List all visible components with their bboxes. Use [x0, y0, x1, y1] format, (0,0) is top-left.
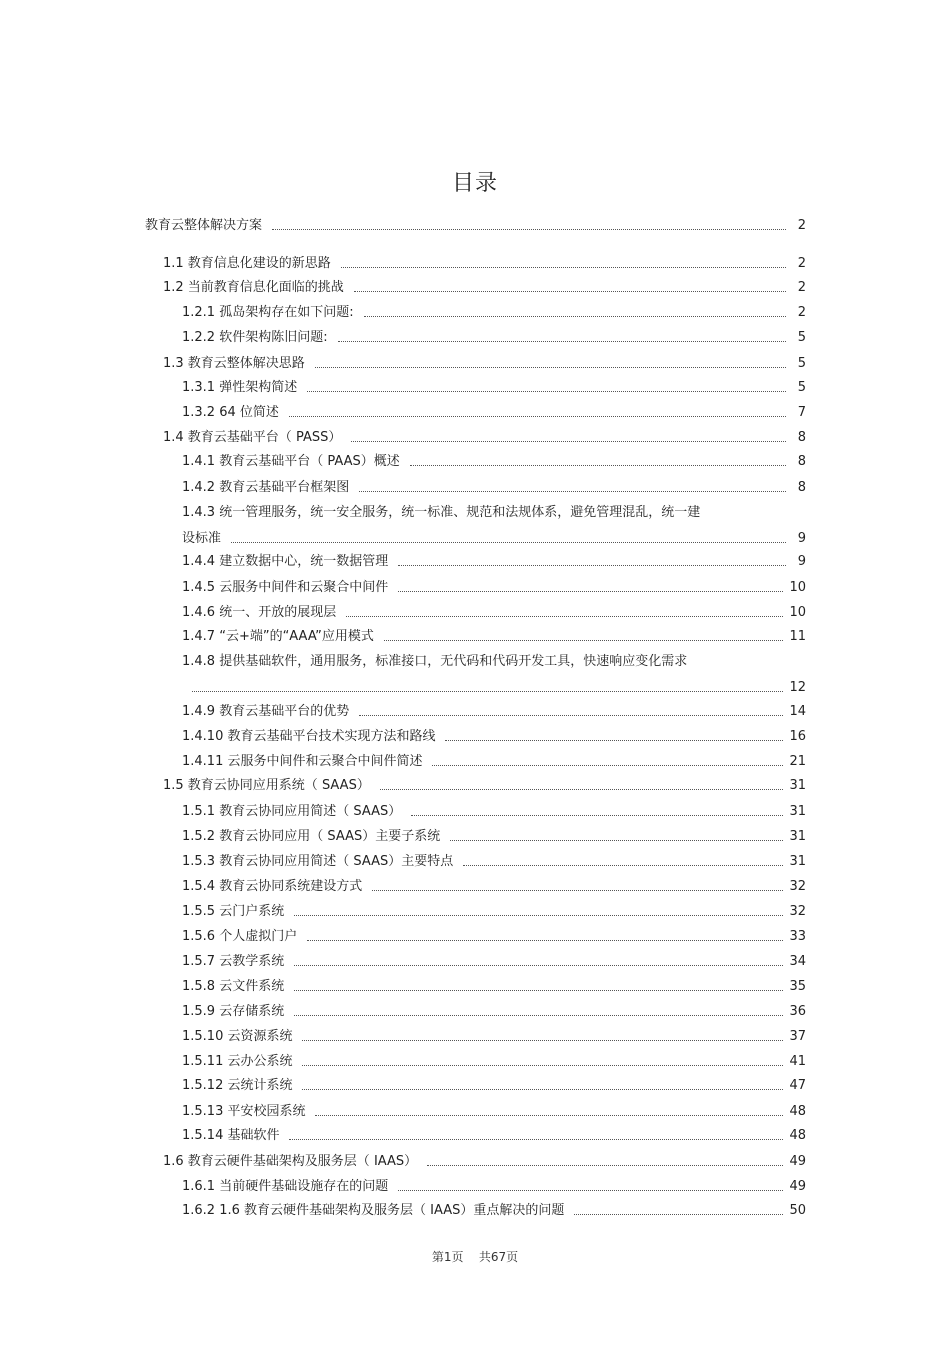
toc-leader-dots — [354, 290, 786, 292]
toc-entry-page: 36 — [789, 1004, 806, 1019]
toc-entry-page: 33 — [789, 929, 806, 944]
toc-entry-page: 31 — [789, 854, 806, 869]
toc-leader-dots — [192, 690, 783, 692]
toc-entry-label: 1.5.2 教育云协同应用（ SAAS）主要子系统 — [182, 829, 441, 844]
page-footer — [0, 1248, 950, 1265]
toc-leader-dots — [384, 639, 784, 641]
toc-entry-label: 1.2 当前教育信息化面临的挑战 — [163, 280, 344, 295]
toc-entry-page: 32 — [789, 879, 806, 894]
toc-leader-dots — [231, 541, 786, 543]
toc-entry-label: 1.4.8 提供基础软件，通用服务，标准接口，无代码和代码开发工具，快速响应变化需求 — [182, 654, 688, 669]
toc-entry-label: 1.5 教育云协同应用系统（ SAAS） — [163, 778, 370, 793]
toc-entry-label: 1.2.1 孤岛架构存在如下问题: — [182, 305, 354, 320]
toc-entry-label: 1.4.9 教育云基础平台的优势 — [182, 704, 350, 719]
toc-entry-label: 1.4.7 “云+端”的“AAA”应用模式 — [182, 629, 374, 644]
toc-entry-label: 1.5.11 云办公系统 — [182, 1054, 293, 1069]
toc-entry-wrapped[interactable] — [182, 505, 806, 547]
toc-entry[interactable] — [182, 405, 806, 421]
toc-leader-dots — [294, 989, 783, 991]
toc-entry-page: 2 — [797, 305, 806, 320]
toc-entry-label: 1.5.3 教育云协同应用简述（ SAAS）主要特点 — [182, 854, 454, 869]
toc-leader-dots — [341, 266, 786, 268]
toc-entry[interactable] — [182, 829, 806, 845]
toc-entry-page: 49 — [789, 1154, 806, 1169]
toc-entry-label: 1.4.5 云服务中间件和云聚合中间件 — [182, 580, 389, 595]
toc-entry-label: 1.6 教育云硬件基础架构及服务层（ IAAS） — [163, 1154, 418, 1169]
toc-entry-label: 1.4.10 教育云基础平台技术实现方法和路线 — [182, 729, 436, 744]
toc-entry-page: 8 — [797, 454, 806, 469]
toc-leader-dots — [302, 1088, 783, 1090]
toc-entry[interactable] — [182, 480, 806, 496]
toc-entry-label: 1.5.7 云教学系统 — [182, 954, 285, 969]
toc-entry[interactable] — [182, 305, 806, 321]
toc-entry[interactable] — [182, 1104, 806, 1120]
toc-entry-page: 21 — [789, 754, 806, 769]
toc-leader-dots — [346, 615, 783, 617]
toc-entry-page: 10 — [789, 605, 806, 620]
toc-entry-label: 1.5.12 云统计系统 — [182, 1078, 293, 1093]
toc-entry[interactable] — [182, 979, 806, 995]
footer-total-pages: 共67页 — [478, 1250, 519, 1264]
toc-leader-dots — [398, 1189, 783, 1191]
toc-entry[interactable] — [182, 729, 806, 745]
toc-entry-page: 9 — [797, 531, 806, 546]
toc-entry-page: 10 — [789, 580, 806, 595]
toc-entry-label: 1.6.1 当前硬件基础设施存在的问题 — [182, 1179, 389, 1194]
toc-entry[interactable] — [182, 330, 806, 346]
toc-entry-page: 11 — [789, 629, 806, 644]
toc-entry-page: 31 — [789, 829, 806, 844]
toc-entry-page: 9 — [797, 554, 806, 569]
toc-entry[interactable] — [182, 380, 806, 396]
toc-entry-label-continued: 设标准 — [182, 531, 222, 546]
toc-entry[interactable] — [163, 256, 806, 272]
toc-entry[interactable] — [145, 218, 806, 234]
toc-entry-page: 7 — [797, 405, 806, 420]
toc-entry-label: 1.2.2 软件架构陈旧问题: — [182, 330, 328, 345]
toc-entry-label: 1.5.6 个人虚拟门户 — [182, 929, 298, 944]
toc-entry[interactable] — [182, 954, 806, 970]
toc-entry[interactable] — [182, 904, 806, 920]
toc-entry-label: 1.1 教育信息化建设的新思路 — [163, 256, 331, 271]
toc-entry-label: 1.4.11 云服务中间件和云聚合中间件简述 — [182, 754, 423, 769]
toc-leader-dots — [410, 464, 786, 466]
toc-entry[interactable] — [182, 1054, 806, 1070]
toc-entry-page: 31 — [789, 778, 806, 793]
toc-entry[interactable] — [163, 1154, 806, 1170]
toc-entry-page: 48 — [789, 1104, 806, 1119]
toc-entry[interactable] — [182, 754, 806, 770]
toc-leader-dots — [302, 1039, 783, 1041]
toc-entry-page: 41 — [789, 1054, 806, 1069]
toc-entry-label: 1.4.6 统一、开放的展现层 — [182, 605, 337, 620]
toc-entry[interactable] — [182, 554, 806, 570]
toc-leader-dots — [432, 764, 783, 766]
toc-entry[interactable] — [182, 929, 806, 945]
toc-leader-dots — [359, 714, 783, 716]
toc-entry-page: 5 — [797, 380, 806, 395]
toc-entry-label: 1.3.1 弹性架构简述 — [182, 380, 298, 395]
toc-entry[interactable] — [182, 454, 806, 470]
toc-leader-dots — [272, 228, 786, 230]
toc-entry-label: 1.5.4 教育云协同系统建设方式 — [182, 879, 363, 894]
toc-entry-page: 5 — [797, 356, 806, 371]
toc-entry-page: 16 — [789, 729, 806, 744]
toc-leader-dots — [289, 1138, 783, 1140]
toc-entry-label: 1.5.13 平安校园系统 — [182, 1104, 306, 1119]
toc-entry[interactable] — [182, 879, 806, 895]
toc-entry-page: 35 — [789, 979, 806, 994]
toc-leader-dots — [450, 839, 783, 841]
toc-leader-dots — [463, 864, 783, 866]
toc-entry[interactable] — [163, 430, 806, 446]
toc-entry-page: 14 — [789, 704, 806, 719]
toc-entry-page: 47 — [789, 1078, 806, 1093]
toc-leader-dots — [302, 1064, 783, 1066]
toc-leader-dots — [372, 889, 783, 891]
toc-leader-dots — [315, 1114, 783, 1116]
toc-leader-dots — [445, 739, 783, 741]
toc-entry-label: 1.5.5 云门户系统 — [182, 904, 285, 919]
toc-leader-dots — [427, 1164, 783, 1166]
toc-entry-page: 2 — [797, 218, 806, 233]
toc-leader-dots — [398, 564, 786, 566]
toc-entry-page: 8 — [797, 480, 806, 495]
toc-entry-page: 32 — [789, 904, 806, 919]
toc-leader-dots — [338, 340, 786, 342]
toc-leader-dots — [411, 814, 783, 816]
toc-entry-label: 1.3.2 64 位简述 — [182, 405, 279, 420]
footer-page-number: 第1页 — [431, 1250, 464, 1264]
toc-entry[interactable] — [182, 804, 806, 820]
toc-leader-dots — [315, 366, 786, 368]
toc-entry[interactable] — [182, 1203, 806, 1219]
toc-leader-dots — [359, 490, 786, 492]
toc-entry[interactable] — [163, 356, 806, 372]
toc-entry-label: 1.3 教育云整体解决思路 — [163, 356, 305, 371]
toc-leader-dots — [294, 1014, 783, 1016]
toc-entry-page: 2 — [797, 256, 806, 271]
toc-entry-page: 5 — [797, 330, 806, 345]
toc-entry-label: 1.4.4 建立数据中心，统一数据管理 — [182, 554, 389, 569]
toc-entry-label: 1.4.1 教育云基础平台（ PAAS）概述 — [182, 454, 400, 469]
toc-entry-label: 1.6.2 1.6 教育云硬件基础架构及服务层（ IAAS）重点解决的问题 — [182, 1203, 565, 1218]
toc-entry-label: 1.5.8 云文件系统 — [182, 979, 285, 994]
toc-entry-page: 34 — [789, 954, 806, 969]
toc-entry[interactable] — [182, 1004, 806, 1020]
toc-entry-page: 31 — [789, 804, 806, 819]
toc-entry-page: 37 — [789, 1029, 806, 1044]
toc-entry-label: 1.5.14 基础软件 — [182, 1128, 280, 1143]
toc-leader-dots — [380, 788, 784, 790]
toc-entry[interactable] — [182, 629, 806, 645]
toc-entry-page: 12 — [789, 680, 806, 695]
toc-entry-page: 48 — [789, 1128, 806, 1143]
toc-entry-label: 1.4 教育云基础平台（ PASS） — [163, 430, 342, 445]
toc-entry-page: 49 — [789, 1179, 806, 1194]
toc-entry-label: 1.5.9 云存储系统 — [182, 1004, 285, 1019]
toc-entry[interactable] — [182, 605, 806, 621]
toc-leader-dots — [289, 415, 786, 417]
toc-entry-label: 1.5.10 云资源系统 — [182, 1029, 293, 1044]
toc-entry[interactable] — [182, 1078, 806, 1094]
toc-entry[interactable] — [182, 1179, 806, 1195]
toc-leader-dots — [294, 964, 783, 966]
toc-entry-page: 2 — [797, 280, 806, 295]
toc-leader-dots — [364, 315, 786, 317]
toc-entry-label: 1.4.3 统一管理服务，统一安全服务，统一标准、规范和法规体系，避免管理混乱，统一建 — [182, 505, 701, 520]
toc-entry[interactable] — [163, 280, 806, 296]
toc-leader-dots — [574, 1213, 783, 1215]
toc-entry-label: 1.5.1 教育云协同应用简述（ SAAS） — [182, 804, 402, 819]
toc-leader-dots — [307, 390, 786, 392]
toc-entry-wrapped[interactable] — [182, 654, 806, 696]
toc-entry-page: 50 — [789, 1203, 806, 1218]
toc-entry-label: 1.4.2 教育云基础平台框架图 — [182, 480, 350, 495]
toc-entry[interactable] — [163, 778, 806, 794]
toc-entry[interactable] — [182, 854, 806, 870]
toc-entry[interactable] — [182, 580, 806, 596]
toc-leader-dots — [351, 440, 786, 442]
toc-entry-label: 教育云整体解决方案 — [145, 218, 263, 233]
toc-leader-dots — [307, 939, 783, 941]
toc-entry-page: 8 — [797, 430, 806, 445]
page-title: 目录 — [451, 171, 498, 196]
toc-entry[interactable] — [182, 704, 806, 720]
toc-leader-dots — [294, 914, 783, 916]
toc-leader-dots — [398, 590, 783, 592]
toc-entry[interactable] — [182, 1128, 806, 1144]
toc-entry[interactable] — [182, 1029, 806, 1045]
